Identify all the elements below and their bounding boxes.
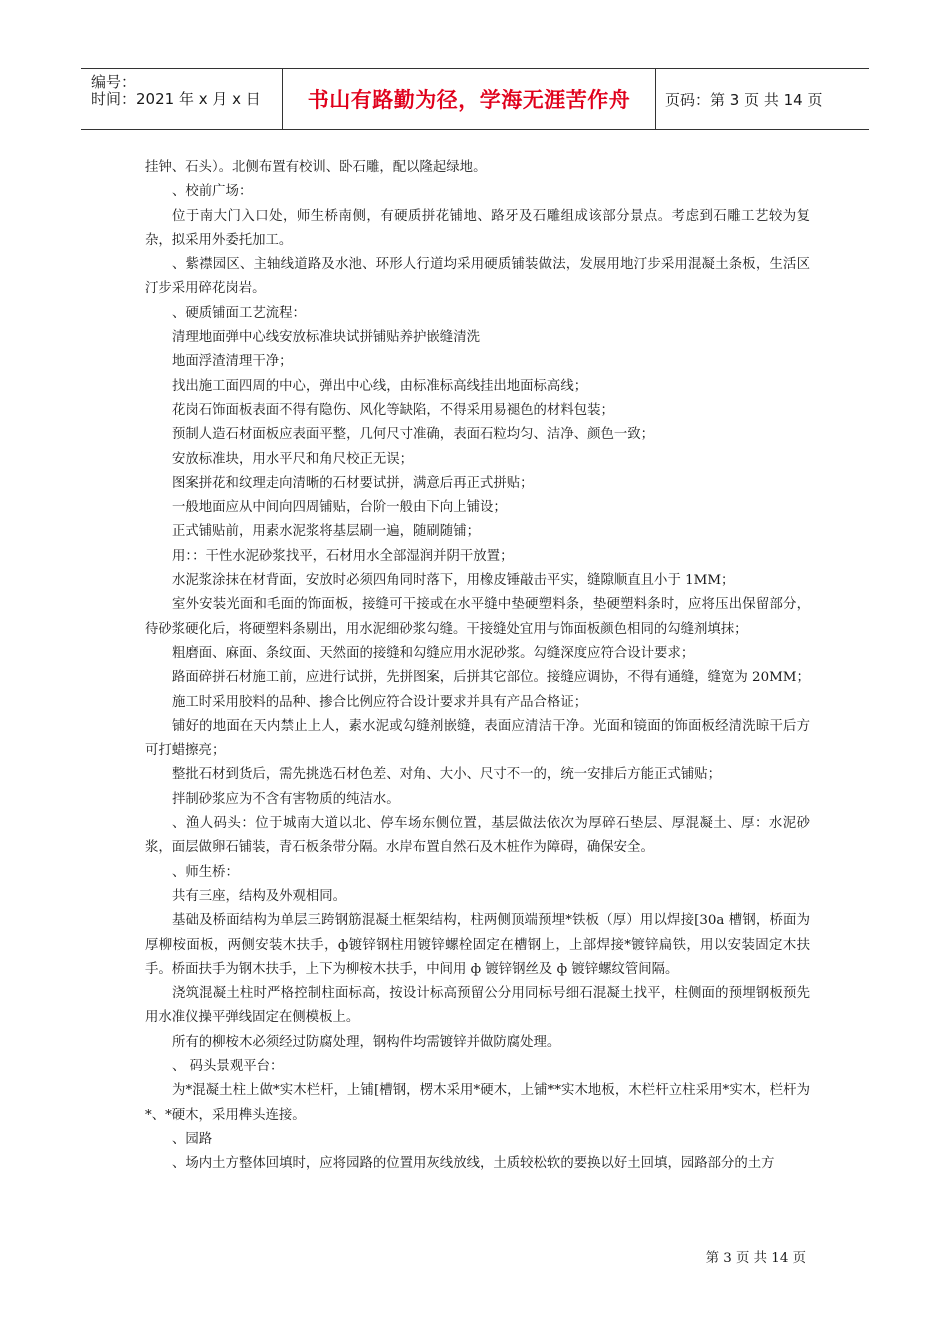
section-heading: 、 码头景观平台： — [172, 1058, 284, 1074]
paragraph: 位于南大门入口处，师生桥南侧，有硬质拼花铺地、路牙及石雕组成该部分景点。考虑到石雕工艺较为复杂，拟采用外委托加工。 — [145, 208, 810, 248]
paragraph: 、渔人码头：位于城南大道以北、停车场东侧位置，基层做法依次为厚碎石垫层、厚混凝土、厚：水泥砂浆，面层做卵石铺装，青石板条带分隔。水岸布置自然石及木桩作为障碍，确保安全。 — [145, 816, 810, 856]
section-heading: 、园路 — [172, 1131, 213, 1147]
paragraph: 浇筑混凝土柱时严格控制柱面标高，按设计标高预留公分用同标号细石混凝土找平，柱侧面的预埋钢板预先用水准仪操平弹线固定在侧模板上。 — [145, 986, 810, 1026]
section-heading: 、校前广场： — [172, 184, 253, 200]
paragraph: 清理地面弹中心线安放标准块试拼铺贴养护嵌缝清洗 — [172, 330, 480, 346]
header-motto: 书山有路勤为径，学海无涯苦作舟 — [307, 88, 631, 112]
header-page-number: 页码：第 3 页 共 14 页 — [665, 90, 823, 109]
paragraph: 找出施工面四周的中心，弹出中心线，由标准标高线挂出地面标高线； — [172, 378, 588, 394]
header-motto-cell — [282, 69, 656, 129]
paragraph: 铺好的地面在天内禁止上人，素水泥或勾缝剂嵌缝，表面应清洁干净。光面和镜面的饰面板经清洗晾干后方可打蜡擦亮； — [145, 718, 810, 759]
paragraph: 图案拼花和纹理走向清晰的石材要试拼，满意后再正式拼贴； — [172, 475, 534, 491]
paragraph: 施工时采用胶料的品种、掺合比例应符合设计要求并具有产品合格证； — [172, 694, 588, 710]
paragraph: 拌制砂浆应为不含有害物质的纯洁水。 — [172, 791, 400, 807]
paragraph: 花岗石饰面板表面不得有隐伤、风化等缺陷，不得采用易褪色的材料包装； — [172, 402, 614, 418]
paragraph: 路面碎拼石材施工前，应进行试拼，先拼图案，后拼其它部位。接缝应调协，不得有通缝，缝宽为 20MM； — [172, 670, 810, 686]
paragraph: 地面浮渣清理干净； — [172, 354, 293, 370]
paragraph: 水泥浆涂抹在材背面，安放时必须四角同时落下，用橡皮锤敲击平实，缝隙顺直且小于 1MM； — [172, 573, 735, 589]
paragraph: 安放标准块，用水平尺和角尺校正无误； — [172, 451, 414, 467]
document-number: 编号： — [91, 73, 137, 91]
paragraph: 整批石材到货后，需先挑选石材色差、对角、大小、尺寸不一的，统一安排后方能正式铺贴； — [172, 767, 722, 783]
paragraph: 粗磨面、麻面、条纹面、天然面的接缝和勾缝应用水泥砂浆。勾缝深度应符合设计要求； — [172, 645, 695, 661]
paragraph: 正式铺贴前，用素水泥浆将基层刷一遍，随刷随铺； — [172, 524, 480, 540]
paragraph: 一般地面应从中间向四周铺贴，台阶一般由下向上铺设； — [172, 500, 507, 516]
paragraph: 为*混凝土柱上做*实木栏杆，上铺[槽钢，楞木采用*硬木，上铺**实木地板，木栏杆立柱采用*实木，栏杆为*、*硬木，采用榫头连接。 — [145, 1083, 810, 1123]
document-date: 时间：2021 年 x 月 x 日 — [91, 90, 261, 108]
paragraph: 共有三座，结构及外观相同。 — [172, 888, 347, 904]
paragraph: 挂钟、石头）。北侧布置有校训、卧石雕，配以隆起绿地。 — [145, 160, 487, 175]
section-heading: 、师生桥： — [172, 864, 239, 880]
header-info-cell — [81, 69, 282, 129]
section-heading: 、硬质铺面工艺流程： — [172, 305, 306, 321]
paragraph: 、紫襟园区、主轴线道路及水池、环形人行道均采用硬质铺装做法，发展用地汀步采用混凝土条板，生活区汀步采用碎花岗岩。 — [145, 257, 810, 297]
document-body — [145, 156, 810, 1176]
page-header — [81, 68, 869, 130]
paragraph: 室外安装光面和毛面的饰面板，接缝可干接或在水平缝中垫硬塑料条，垫硬塑料条时，应将压出保留部分，待砂浆硬化后，将硬塑料条剔出，用水泥细砂浆勾缝。干接缝处宜用与饰面板颜色相同的勾缝剂填抹； — [145, 597, 810, 637]
paragraph: 、场内土方整体回填时，应将园路的位置用灰线放线，土质较松软的要换以好土回填，园路部分的土方 — [172, 1156, 775, 1172]
paragraph: 用：：干性水泥砂浆找平，石材用水全部湿润并阴干放置； — [172, 548, 514, 564]
paragraph: 基础及桥面结构为单层三跨钢筋混凝土框架结构，柱两侧顶端预埋*铁板（厚）用以焊接[30a 槽钢，桥面为厚柳桉面板，两侧安装木扶手，ф镀锌钢柱用镀锌螺栓固定在槽钢上，上部焊接*镀锌扁铁，用以安装固定木扶手。桥面扶手为钢木扶手，上下为柳桉木扶手，中间用 ф 镀锌钢丝及 ф 镀锌螺纹管间隔。 — [145, 913, 810, 977]
paragraph: 预制人造石材面板应表面平整，几何尺寸准确，表面石粒均匀、洁净、颜色一致； — [172, 427, 655, 443]
page-footer: 第 3 页 共 14 页 — [705, 1251, 806, 1266]
paragraph: 所有的柳桉木必须经过防腐处理，钢构件均需镀锌并做防腐处理。 — [172, 1034, 561, 1050]
